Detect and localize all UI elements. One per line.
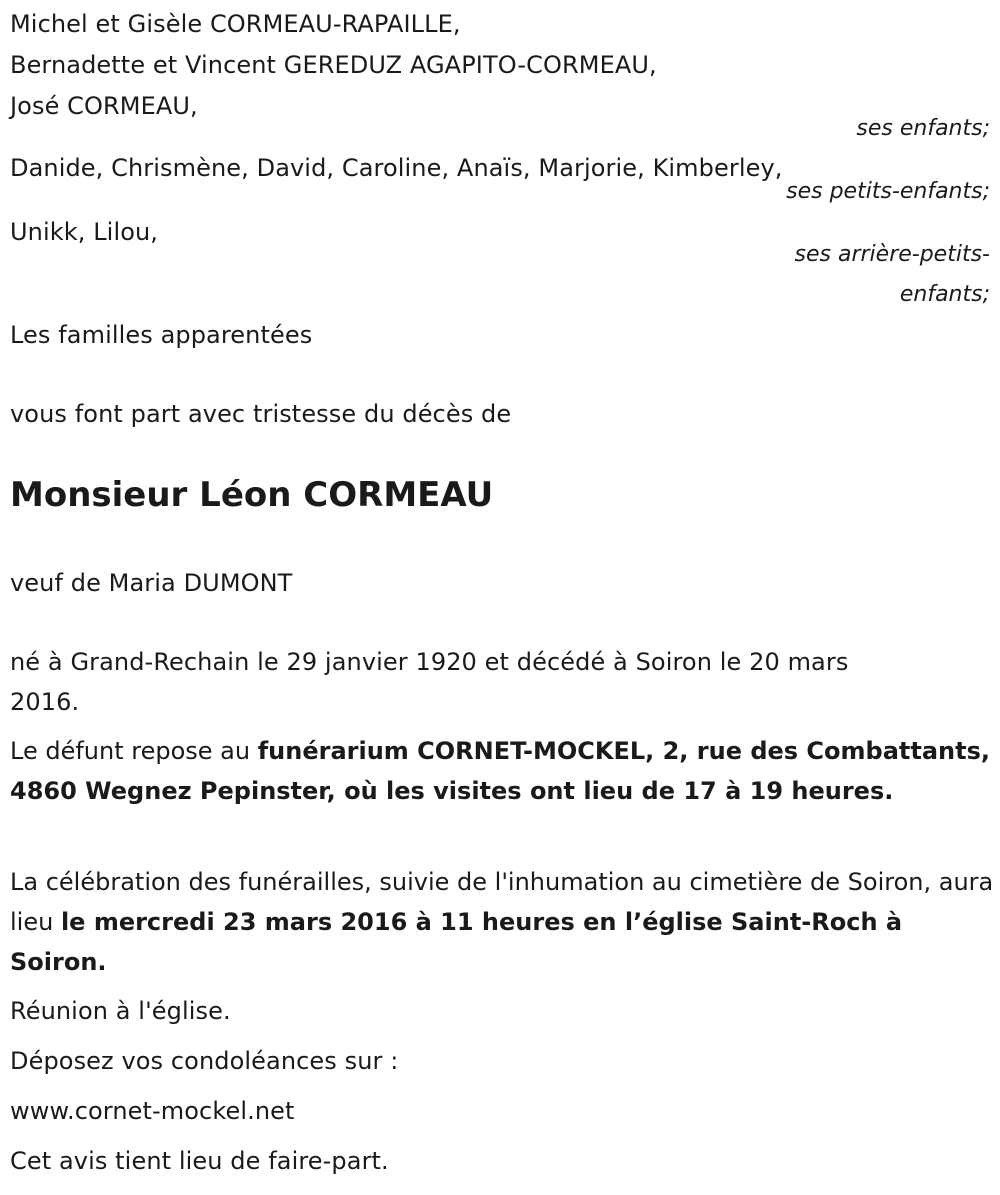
grandchildren-label: ses petits-enfants; — [786, 179, 990, 204]
deceased-name: Monsieur Léon CORMEAU — [10, 475, 494, 515]
intro-line: vous font part avec tristesse du décès de — [10, 400, 512, 428]
website-link[interactable]: www.cornet-mockel.net — [10, 1097, 295, 1125]
notice-line: Cet avis tient lieu de faire-part. — [10, 1147, 389, 1175]
children-label: ses enfants; — [856, 116, 990, 141]
repose-paragraph — [10, 731, 995, 811]
widower-line: veuf de Maria DUMONT — [10, 569, 293, 597]
repose-details: funérarium CORNET-MOCKEL, 2, rue des Combattants, 4860 Wegnez Pepinster, où les visites ont lieu de 17 à 19 heures. — [10, 737, 991, 805]
repose-prefix: Le défunt repose au — [10, 737, 258, 765]
great-grandchildren-label-2: enfants; — [899, 282, 990, 307]
family-line-3: José CORMEAU, — [10, 92, 198, 120]
birth-death-line-1: né à Grand-Rechain le 29 janvier 1920 et décédé à Soiron le 20 mars — [10, 648, 849, 676]
family-line-2: Bernadette et Vincent GEREDUZ AGAPITO-CORMEAU, — [10, 51, 657, 79]
ceremony-prefix: La célébration des funérailles, suivie de l'inhumation au cimetière de Soiron, aura lieu — [10, 868, 994, 936]
family-line-1: Michel et Gisèle CORMEAU-RAPAILLE, — [10, 10, 461, 38]
birth-death-line-2: 2016. — [10, 688, 80, 716]
ceremony-paragraph — [10, 862, 995, 982]
great-grandchildren-line: Unikk, Lilou, — [10, 218, 159, 246]
great-grandchildren-label-1: ses arrière-petits- — [794, 242, 990, 267]
condolences-line: Déposez vos condoléances sur : — [10, 1047, 399, 1075]
relatives-line: Les familles apparentées — [10, 321, 313, 349]
grandchildren-line: Danide, Chrismène, David, Caroline, Anaïs, Marjorie, Kimberley, — [10, 154, 783, 182]
meeting-line: Réunion à l'église. — [10, 997, 231, 1025]
ceremony-details: le mercredi 23 mars 2016 à 11 heures en l’église Saint-Roch à Soiron. — [10, 908, 903, 976]
